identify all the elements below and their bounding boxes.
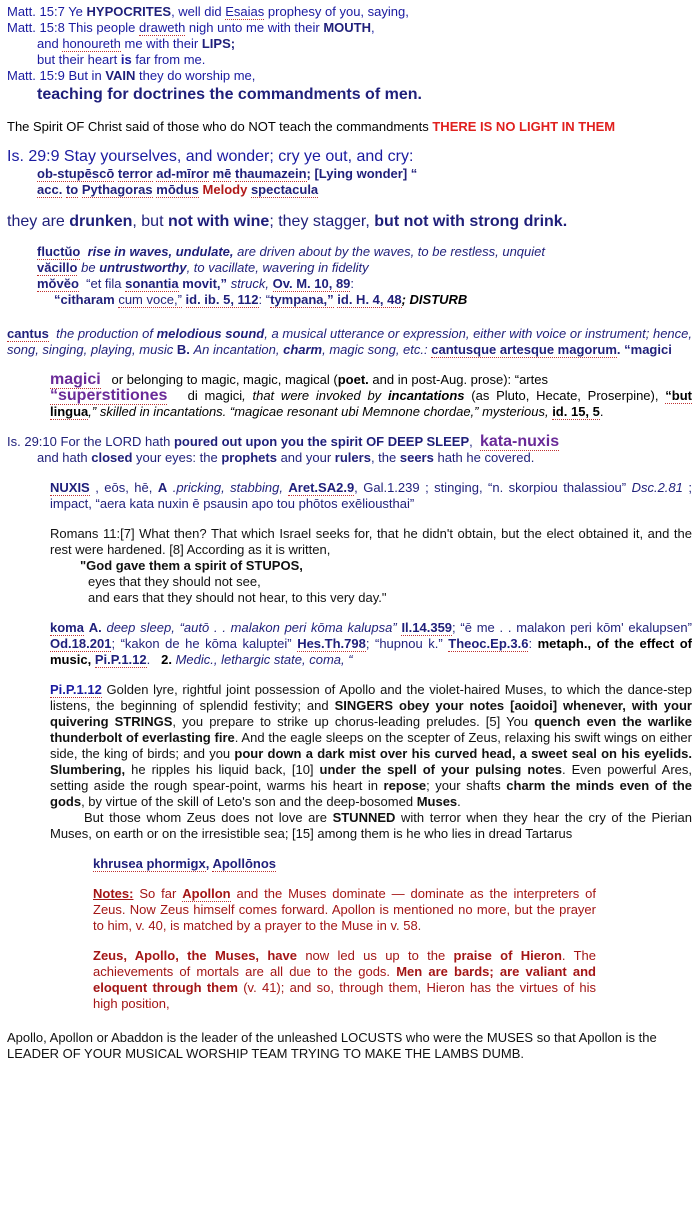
citation: id. ib. 5, 112 (185, 292, 259, 307)
text: ; DISTURB (401, 292, 468, 307)
text: Ye (68, 4, 83, 19)
text: closed (91, 450, 133, 465)
verse-ref: Matt. 15:7 (7, 4, 65, 19)
word: Melody (202, 182, 248, 197)
text: and (37, 36, 59, 51)
paragraph: Romans 11:[7] What then? That which Israel seeks for, that he didn't obtain, but the elect obtained it, and the rest were hardened. [8] According as it is written, (50, 526, 692, 557)
text: .pricking, stabbing, (172, 480, 283, 495)
headword: văcillo (37, 260, 78, 275)
verse-ref: Matt. 15:9 (7, 68, 65, 83)
magici-definition (7, 372, 692, 420)
text: . (599, 404, 604, 419)
text: . (457, 794, 461, 809)
text: , magic song, etc.: (322, 342, 428, 357)
text: ; “ē me . . malakon peri kōm' ekalupsen” (452, 620, 692, 635)
text: struck, (230, 276, 269, 291)
text: “but lingua (50, 388, 692, 419)
text: (v. 41); and so, through them, Hieron has the virtues of his high position, (93, 980, 596, 1011)
text: khrusea phormigx (93, 856, 206, 871)
pindar-passage (7, 682, 692, 842)
text: far from me. (135, 52, 206, 67)
text: is (120, 52, 132, 67)
text: An incantation, (193, 342, 280, 357)
text: But in (68, 68, 102, 83)
text: or belonging to magic, magic, magical ( (111, 372, 338, 387)
text: Golden lyre, rightful joint possession of Apollo and the violet-haired Muses, to which the dance-step listens, the beginning of splendid festivity; and (50, 682, 692, 713)
text: 2. (161, 652, 172, 667)
text: : (528, 636, 533, 651)
nuxis-definition (7, 480, 692, 512)
verse-line (7, 68, 692, 84)
quote-line: and ears that they should not hear, to this very day." (88, 590, 387, 605)
text: "God gave them a spirit of STUPOS, (80, 558, 303, 573)
headword: cantus (7, 326, 49, 341)
text: seers (399, 450, 434, 465)
verse-line: Is. 29:9 Stay yourselves, and wonder; cry ye out, and cry: (7, 148, 414, 165)
text: cum voce,” (118, 292, 182, 307)
word: ; [Lying wonder] “ (306, 166, 418, 181)
text: . Even powerful Ares, setting aside the rough spear-point, warms his heart in (50, 762, 692, 793)
text: and your (280, 450, 332, 465)
text: with terror when they hear the cry of the Pierian Muses, on earth or on the irresistible sea; [15] among them is he who lies in dread Tartarus (50, 810, 692, 841)
headword: NUXIS (50, 480, 90, 495)
text: honoureth (62, 36, 121, 51)
text: praise of Hieron (453, 948, 562, 963)
citation: Ov. M. 10, 89 (272, 276, 351, 291)
text: pour down a dark mist over his curved head, a sweet seal on his eyelids. Slumbering, (50, 746, 692, 777)
verse-ref: Matt. 15:8 (7, 20, 65, 35)
footer-paragraph: Apollo, Apollon or Abaddon is the leader of the unleashed LOCUSTS who were the MUSES so that Apollon is the LEADER OF YOUR MUSICAL WORSHIP TEAM TRYING TO MAKE THE LAMBS DUMB. (7, 1030, 657, 1061)
text: , Gal.1.239 ; stinging, “n. skorpiou thalassiou” (354, 480, 627, 495)
text: : “ (258, 292, 271, 307)
text: Apollōnos (212, 856, 277, 871)
citation: Aret.SA2.9 (288, 480, 355, 495)
text: , well did (171, 4, 222, 19)
verse-line: Matt. 15:8 This people draweth nigh unto me with their MOUTH, (7, 20, 375, 35)
text: Apollon (182, 886, 231, 901)
greek-line (7, 166, 692, 182)
text: Men are bards; are valiant and eloquent through them (93, 964, 596, 995)
text: . And the eagle sleeps on the scepter of Zeus, relaxing his swift wings on either side, the king of birds; and you (50, 730, 692, 761)
emphasis-line: teaching for doctrines the commandments of men. (37, 86, 422, 103)
definition-line (37, 260, 692, 276)
latin-definitions (7, 244, 692, 308)
text: , that were invoked by (242, 388, 382, 403)
notes-label: Notes: (93, 886, 134, 901)
citation: id. H. 4, 48 (337, 292, 402, 307)
text: charm (283, 342, 323, 357)
text: incantations (387, 388, 465, 403)
text: are driven about by the waves, to be restless, unquiet (237, 244, 545, 259)
text: , a musical utterance or expression, either with voice or instrument; hence, song, singing, playing, music (7, 326, 693, 357)
text: nigh unto me with their (188, 20, 320, 35)
cantus-definition (7, 326, 692, 358)
definition-line: mŏvĕo “et fila sonantia movit,” struck, Ov. M. 10, 89: (37, 276, 355, 291)
text: repose (383, 778, 427, 793)
citation: Pi.P.1.12 (94, 652, 147, 667)
text: ; they stagger, (269, 213, 370, 230)
text: kata-nuxis (480, 433, 560, 450)
text: VAIN (105, 68, 136, 83)
text: under the spell of your pulsing notes (319, 762, 563, 777)
greek-line (7, 182, 692, 198)
paragraph (50, 810, 692, 842)
text: ; “hupnou k.” (365, 636, 443, 651)
text: This people (68, 20, 136, 35)
text: HYPOCRITES (86, 4, 172, 19)
word: mē (212, 166, 232, 181)
verse-line (7, 4, 692, 20)
definition-line (37, 292, 692, 308)
text: they do worship me, (139, 68, 256, 83)
text: sonantia (125, 276, 179, 291)
text: . (146, 652, 151, 667)
text: rise in waves, undulate, (87, 244, 234, 259)
text: metaph., of the effect of music, (50, 636, 692, 667)
text: the production of (56, 326, 153, 341)
text: he ripples his liquid back, [10] (131, 762, 314, 777)
text: (as Pluto, Hecate, Proserpine), (471, 388, 659, 403)
text: , the (370, 450, 397, 465)
text: your eyes: the (136, 450, 218, 465)
text: , by virtue of the skill of Leto's son and the deep-bosomed (81, 794, 414, 809)
text: cantusque artesque magorum (431, 342, 617, 357)
citation: Theoc.Ep.3.6 (448, 636, 529, 651)
text: charm the minds even of the gods (50, 778, 692, 809)
text: quench even the warlike thunderbolt of everlasting fire (50, 714, 692, 745)
text: but not with strong drink. (374, 213, 568, 230)
text: , to vacillate, wavering in fidelity (186, 260, 369, 275)
citation: id. 15, 5 (552, 404, 600, 419)
verse-line (7, 52, 692, 68)
text: and in post-Aug. prose): “artes (372, 372, 548, 387)
definition-line (37, 244, 692, 260)
koma-definition (7, 620, 692, 668)
text: draweth (139, 20, 186, 35)
text: A. (88, 620, 102, 635)
text: LIPS; (201, 36, 236, 51)
text: deep sleep, “autō . . malakon peri kōma kalupsa” (106, 620, 397, 635)
citation: Il.14.359 (401, 620, 453, 635)
text: SINGERS obey your notes [aoidoi] whenever, with your quivering STRINGS (50, 698, 692, 729)
text: B. (176, 342, 190, 357)
text: but their heart (37, 52, 118, 67)
word: ob-stupēscō (37, 166, 115, 181)
text: So far (139, 886, 177, 901)
headword: magici (50, 371, 101, 388)
headword: “superstitiones (50, 387, 168, 404)
text: and the Muses dominate — dominate as the interpreters of Zeus. Now Zeus himself comes forward. Apollon is mentioned no more, but the prayer to him, v. 40, is matched by a prayer to the Muse in v. 58. (93, 886, 596, 933)
text: drunken (69, 213, 133, 230)
text: and hath (37, 450, 88, 465)
headword: koma (50, 620, 84, 635)
matthew-block (7, 4, 692, 105)
text: MOUTH (323, 20, 372, 35)
text: , eōs, hē, (95, 480, 153, 495)
text: . The achievements of mortals are all due to the gods. (93, 948, 597, 979)
text: But those whom Zeus does not love are (84, 810, 327, 825)
spirit-line (7, 119, 692, 135)
word: spectacula (250, 182, 319, 197)
text: ; impact, “aera kata nuxin ē psausin apo tou phōtos exēliousthai” (50, 480, 692, 511)
highlight: THERE IS NO LIGHT IN THEM (432, 119, 616, 134)
word: thaumazein (235, 166, 307, 181)
word: terror (117, 166, 153, 181)
text: A (157, 480, 168, 495)
paragraph (93, 948, 596, 1012)
verse-line (7, 450, 692, 466)
text: be (81, 260, 96, 275)
text: “et fila (86, 276, 122, 291)
text: , (469, 434, 473, 449)
notes-block (7, 886, 692, 1012)
text: tympana,” (270, 292, 334, 307)
text: me with their (124, 36, 199, 51)
isaiah-29-9 (7, 147, 692, 198)
romans-block (7, 526, 692, 606)
text: Medic., lethargic state, coma, “ (175, 652, 353, 667)
text: “citharam (54, 292, 115, 307)
drunken-line (7, 212, 692, 232)
text: not with wine (167, 213, 270, 230)
text: ; “kakon de he kōma kaluptei” (111, 636, 292, 651)
definition-line (50, 388, 692, 420)
paragraph (93, 886, 596, 934)
text: rulers (334, 450, 371, 465)
text: they are (7, 213, 65, 230)
definition-line (50, 372, 692, 388)
text: Muses (416, 794, 458, 809)
paragraph (50, 682, 692, 810)
citation: Pi.P.1.12 (50, 682, 102, 697)
citation: Od.18.201 (50, 636, 112, 651)
word: acc. (37, 182, 63, 197)
text: , you prepare to strike up chorus-leading preludes. [5] You (172, 714, 529, 729)
text: prophesy of you, saying, (267, 4, 409, 19)
text: hath he covered. (437, 450, 535, 465)
text: movit,” (182, 276, 228, 291)
headword: fluctŭo (37, 244, 81, 259)
verse-ref: Is. 29:10 (7, 434, 57, 449)
text: For the LORD hath (60, 434, 171, 449)
word: mōdus (156, 182, 199, 197)
word: to (65, 182, 79, 197)
text: ; your shafts (426, 778, 501, 793)
text: OF DEEP SLEEP (366, 434, 470, 449)
text: Esaias (225, 4, 265, 19)
verse-line (7, 36, 692, 52)
text: di magici (187, 388, 243, 403)
text: prophets (221, 450, 277, 465)
text: poured out upon you the spirit (173, 434, 363, 449)
khrusea-line (7, 856, 692, 872)
text: STUNNED (332, 810, 396, 825)
quote-line: eyes that they should not see, (88, 574, 261, 589)
text: melodious sound (156, 326, 265, 341)
word: Pythagoras (81, 182, 153, 197)
text: . “magici (616, 342, 672, 357)
text: , (205, 856, 210, 871)
text: The Spirit OF Christ said of those who do NOT teach the commandments (7, 119, 429, 134)
text: now led us up to the (305, 948, 446, 963)
text: poet. (337, 372, 369, 387)
citation: Dsc.2.81 (631, 480, 683, 495)
citation: Hes.Th.798 (297, 636, 366, 651)
isaiah-29-10 (7, 434, 692, 466)
verse-line (7, 434, 692, 450)
word: ad-mīror (156, 166, 209, 181)
text: ,” skilled in incantations. “magicae resonant ubi Memnone chordae,” mysterious, (88, 404, 549, 419)
text: , but (132, 213, 164, 230)
headword: mŏvĕo (37, 276, 79, 291)
text: Zeus, Apollo, the Muses, have (93, 948, 297, 963)
text: untrustworthy (99, 260, 187, 275)
quote-line (50, 558, 692, 574)
